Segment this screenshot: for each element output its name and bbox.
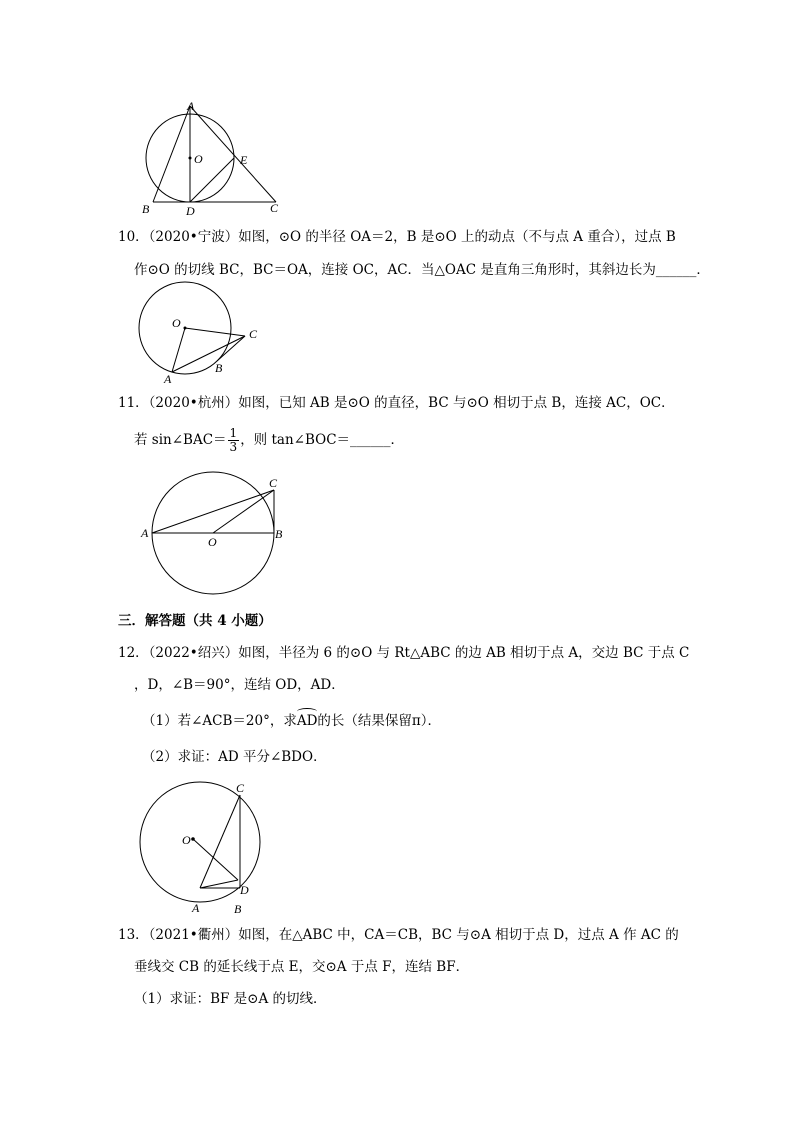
label-C: C (236, 781, 245, 795)
q11-fraction (228, 427, 240, 454)
label-O: O (208, 535, 217, 549)
q12-line1: 12．（2022•绍兴）如图，半径为 6 的⊙O 与 Rt△ABC 的边 AB 相切于点 A，交边 BC 于点 C (118, 645, 690, 661)
label-B: B (215, 361, 223, 375)
label-B: B (234, 902, 242, 916)
q12-part1 (142, 712, 441, 730)
q11-line2-pre: 若 sin∠BAC＝ (134, 432, 227, 448)
q13-part1: （1）求证：BF 是⊙A 的切线． (134, 991, 327, 1007)
label-O: O (194, 152, 203, 166)
q12-part1-pre: （1）若∠ACB＝20°，求 (142, 713, 297, 729)
q13-line1: 13．（2021•衢州）如图，在△ABC 中，CA＝CB，BC 与⊙A 相切于点 D，过点 A 作 AC 的 (118, 927, 679, 943)
q11-line2-post: ，则 tan∠BOC＝______． (240, 432, 405, 448)
q11-fraction-denominator: 3 (229, 440, 238, 454)
label-C: C (249, 327, 258, 341)
label-C: C (269, 476, 278, 490)
q11-line1: 11．（2020•杭州）如图，已知 AB 是⊙O 的直径，BC 与⊙O 相切于点 B，连接 AC，OC． (118, 395, 675, 411)
label-A: A (192, 901, 200, 915)
arc-AD: AD (296, 713, 318, 729)
q13-line2: 垂线交 CB 的延长线于点 E，交⊙A 于点 F，连结 BF． (134, 959, 470, 975)
label-A: A (141, 526, 149, 540)
label-O: O (182, 833, 191, 847)
figure-q10 (130, 280, 270, 390)
label-O: O (172, 316, 181, 330)
q11-line2 (134, 427, 404, 454)
label-C: C (270, 201, 279, 215)
label-B: B (142, 202, 150, 216)
q12-part1-post: 的长（结果保留π）． (317, 713, 442, 729)
label-B: B (275, 527, 283, 541)
label-E: E (240, 153, 248, 167)
label-D: D (186, 204, 195, 218)
label-A: A (187, 99, 195, 113)
label-D: D (240, 883, 249, 897)
label-A: A (164, 372, 172, 386)
q12-part2: （2）求证：AD 平分∠BDO． (142, 749, 327, 765)
figure-q11 (138, 470, 298, 600)
figure-q9 (130, 96, 300, 220)
section-title: 三．解答题（共 4 小题） (118, 613, 272, 629)
q12-line2: ，D，∠B＝90°，连结 OD，AD． (134, 677, 345, 693)
q10-line2: 作⊙O 的切线 BC，BC＝OA，连接 OC，AC．当△OAC 是直角三角形时，其斜边长为______． (134, 262, 710, 278)
figure-q12 (130, 772, 280, 918)
q10-line1: 10．（2020•宁波）如图，⊙O 的半径 OA＝2，B 是⊙O 上的动点（不与点 A 重合），过点 B (118, 229, 676, 245)
q11-fraction-numerator: 1 (229, 426, 238, 440)
